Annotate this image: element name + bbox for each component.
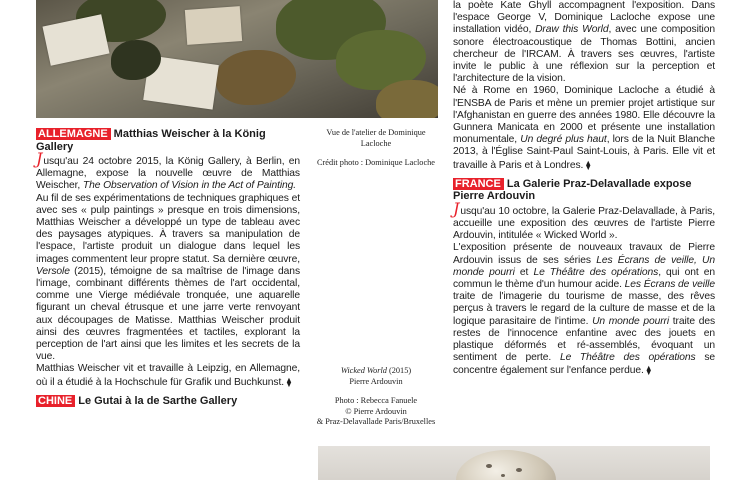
photo-caption-bottom (305, 366, 447, 428)
work-title: Les Écrans de veille, Un monde pourri (453, 254, 716, 278)
right-column (453, 0, 715, 378)
country-tag: FRANCE (453, 178, 504, 190)
work-title: Un degré plus haut (520, 134, 607, 146)
work-title: Draw this World (535, 24, 609, 36)
caption-title-line (305, 366, 447, 377)
sculpture-shape (456, 450, 556, 480)
article-paragraph (453, 85, 715, 171)
paragraph-text: Né à Rome en 1960, Dominique Lacloche a étudié à l'ENSBA de Paris et mène un premier projet artistique sur l'Afghanistan en guerre des années 1980. Elle découvre la Gunnera Manicata en 2000 et présente une installation monumentale, (453, 85, 715, 146)
caption-credit: Photo : Rebecca Fanuele (334, 396, 418, 405)
paragraph-text: et (514, 266, 534, 278)
article-paragraph (453, 0, 715, 85)
drop-cap: J (453, 198, 460, 218)
article-paragraph (36, 149, 300, 193)
sculpture-detail (486, 464, 492, 468)
article-headline (36, 395, 300, 408)
sculpture-photo (318, 446, 710, 480)
paper-sheet (185, 6, 242, 45)
paragraph-text: traite de l'imagerie du tourisme de masse, des rêves perçus à travers le regard de la culture de masse et de la logique parasitaire de l'intime. (453, 291, 715, 327)
paragraph-text: usqu'au 10 octobre, la Galerie Praz-Delavallade, à Paris, accueille une exposition des œuvres de l'artiste Pierre Ardouvin, intitulée « Wicked World ». (453, 205, 715, 242)
caption-artist: Pierre Ardouvin (349, 376, 403, 386)
studio-photo (36, 0, 438, 118)
article-title: Matthias Weischer à la König Gallery (36, 128, 266, 153)
paragraph-text: traite des restes de l'innocence enfantine avec des jouets en plastique déformés et ré-assemblés, évoquant un sentiment de perte. (453, 315, 715, 364)
paragraph-text: usqu'au 24 octobre 2015, la König Gallery, à Berlin, en Allemagne, expose la nouvelle œuvre de Matthias Weischer, (36, 156, 300, 192)
caption-credit: © Pierre Ardouvin (345, 406, 407, 416)
end-mark-icon: ⧫ (286, 376, 292, 387)
work-title: Un monde pourri (592, 315, 670, 327)
article-title: La Galerie Praz-Delavallade expose Pierre Ardouvin (453, 177, 692, 203)
work-title: Wicked World (340, 366, 387, 375)
caption-credit: Crédit photo : Dominique Lacloche (317, 158, 435, 167)
paragraph-text: la poète Kate Ghyll accompagnent l'exposition. Dans l'espace George V, Dominique Lacloche expose une installation vidéo, (453, 0, 715, 36)
caption-credit: & Praz-Delavallade Paris/Bruxelles (316, 417, 436, 426)
article-headline (36, 128, 300, 153)
article-paragraph (36, 363, 300, 388)
article-headline (453, 178, 715, 203)
work-title: Versole (36, 265, 70, 277)
end-mark-icon: ⧫ (586, 159, 591, 170)
article-paragraph (453, 198, 715, 243)
paper-sheet (42, 14, 109, 66)
drop-cap: J (36, 149, 43, 168)
work-title: The Observation of Vision in the Act of Painting. (82, 180, 297, 192)
country-tag: ALLEMAGNE (36, 128, 111, 140)
leaf-shape (216, 50, 296, 105)
work-title: Les Écrans de veille (624, 279, 715, 291)
article-title: Le Gutai à la de Sarthe Gallery (78, 394, 238, 407)
paragraph-text: L'exposition présente de nouveaux travaux de Pierre Ardouvin issus de ses séries (453, 242, 715, 266)
paragraph-text: Matthias Weischer vit et travaille à Leipzig, en Allemagne, où il a étudié à la Hochschule für Grafik und Buchkunst. (36, 363, 300, 388)
paragraph-text: Au fil de ses expérimentations de techniques graphiques et avec ses « pulp paintings » presque en trois dimensions, Matthias Weischer a développé un type de tableau avec des paysages atypiques. À travers sa manipulation de l'espace, l'artiste produit un dialogue dans lequel les images commentent leur propre statut. Sa dernière œuvre, (36, 192, 300, 265)
end-mark-icon: ⧫ (646, 365, 651, 376)
paragraph-text: , lors de la Nuit Blanche 2013, à l'Église Saint-Paul Saint-Louis, à Paris. Elle vit et travaille à Paris et à Londres. (453, 134, 715, 171)
work-title: Le Théâtre des opérations (533, 266, 659, 278)
article-allemagne (36, 128, 300, 408)
sculpture-detail (501, 474, 505, 477)
sculpture-detail (516, 468, 522, 472)
work-year: (2015) (386, 366, 412, 375)
paragraph-text: , qui ont en commun le thème d'un humour acide. (453, 266, 715, 291)
paragraph-text: (2015), témoigne de sa maîtrise de l'image dans l'image, combinant différents thèmes de l'art occidental, comme une Vierge médiévale tronquée, une aquarelle figurant un cheval étrusque et une jarre verte renvoyant aux découpages de Matisse. Matthias Weischer produit ainsi des œuvres fragmentées et tactiles, explorant la perception de l'art ainsi que les limites et les secrets de la vue. (36, 265, 300, 363)
caption-line: Vue de l'atelier de Dominique (326, 128, 426, 137)
article-paragraph (453, 242, 715, 377)
paragraph-text: , avec une composition sonore électroacoustique de Thomas Bottini, ancien chercheur de l'IRCAM. À travers ses œuvres, l'artiste invite le public à une réflexion sur la perception et l'architecture de la vision. (453, 24, 715, 85)
article-paragraph (36, 193, 300, 364)
caption-line: Lacloche (360, 138, 392, 148)
country-tag: CHINE (36, 395, 75, 407)
paragraph-text: se concentre également sur l'enfance perdue. (453, 352, 715, 377)
photo-caption-top (305, 128, 447, 169)
leaf-shape (376, 80, 438, 118)
work-title: Le Théâtre des opérations (559, 352, 696, 364)
